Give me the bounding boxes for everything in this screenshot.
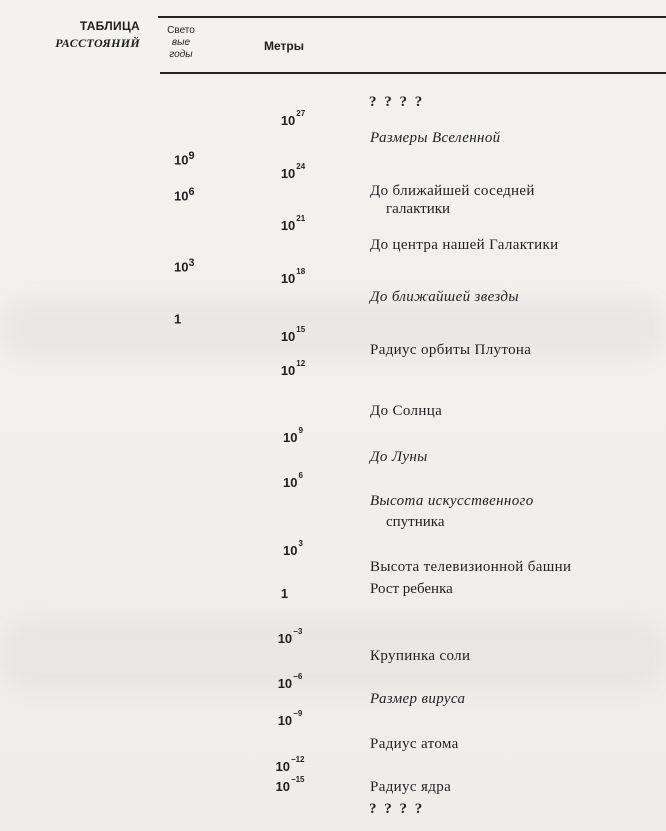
description-atom-radius: Радиус атома xyxy=(370,736,459,752)
light-years-exponent: 6 xyxy=(188,186,195,198)
light-years-value xyxy=(174,256,195,274)
description-child-height: Рост ребенка xyxy=(370,581,453,597)
meters-exponent: −9 xyxy=(293,708,303,718)
meters-exponent: 3 xyxy=(298,538,303,548)
meters-exponent: −15 xyxy=(290,774,305,784)
meters-value xyxy=(262,708,318,728)
meters-exponent: 9 xyxy=(298,425,303,435)
meters-value xyxy=(265,108,321,128)
meters-base: 10 xyxy=(283,475,298,490)
description-universe-size: Размеры Вселенной xyxy=(370,130,501,146)
meters-value xyxy=(265,470,321,490)
meters-exponent: −6 xyxy=(293,671,303,681)
column-header-light-years-line2: вые xyxy=(171,37,191,48)
meters-value xyxy=(265,161,321,181)
meters-base: 10 xyxy=(280,166,296,181)
light-years-exponent: 3 xyxy=(188,257,195,269)
meters-value xyxy=(262,626,318,646)
description-satellite-continuation: спутника xyxy=(386,514,445,530)
meters-base: 10 xyxy=(283,543,298,558)
meters-base: 10 xyxy=(283,430,298,445)
description-nearest-star: До ближайшей звезды xyxy=(370,289,519,305)
meters-base: 10 xyxy=(280,329,296,344)
meters-base: 10 xyxy=(280,271,296,286)
light-years-base: 10 xyxy=(174,188,189,204)
description-moon: До Луны xyxy=(370,449,428,465)
meters-value xyxy=(262,671,318,691)
question-marks-bottom: ? ? ? ? xyxy=(369,801,425,817)
header-top-rule xyxy=(158,16,666,18)
meters-base: 10 xyxy=(275,759,290,774)
meters-base: 10 xyxy=(280,113,296,128)
meters-base: 10 xyxy=(277,713,293,728)
meters-exponent: 6 xyxy=(298,470,303,480)
description-nucleus-radius: Радиус ядра xyxy=(370,779,452,795)
meters-value xyxy=(257,587,313,601)
meters-value xyxy=(262,774,318,794)
light-years-value xyxy=(174,149,195,167)
description-tv-tower: Высота телевизионной башни xyxy=(370,559,572,575)
question-marks-top: ? ? ? ? xyxy=(369,94,425,110)
meters-exponent: 12 xyxy=(296,358,306,368)
column-header-meters: Метры xyxy=(264,39,304,53)
light-years-value xyxy=(174,308,181,326)
scan-smudge xyxy=(0,620,666,690)
column-header-light-years-line3: годы xyxy=(169,49,193,60)
meters-base: 10 xyxy=(277,631,293,646)
table-title xyxy=(30,18,140,52)
meters-exponent: 24 xyxy=(296,161,306,171)
meters-base: 10 xyxy=(280,218,296,233)
meters-exponent: −12 xyxy=(290,754,305,764)
scan-smudge xyxy=(0,298,666,358)
meters-value xyxy=(265,425,321,445)
meters-value xyxy=(265,358,321,378)
meters-base: 10 xyxy=(275,779,290,794)
meters-exponent: −3 xyxy=(293,626,303,636)
description-galaxy-center: До центра нашей Галактики xyxy=(370,237,559,253)
header-bottom-rule xyxy=(160,72,666,74)
meters-value xyxy=(265,213,321,233)
light-years-base: 10 xyxy=(174,152,189,168)
description-satellite-altitude: Высота искусственного xyxy=(370,493,534,509)
description-galaxy-continuation: галактики xyxy=(386,201,451,217)
description-sun: До Солнца xyxy=(370,403,443,419)
table-title-line1: ТАБЛИЦА xyxy=(79,19,140,33)
light-years-value xyxy=(174,185,195,203)
description-virus-size: Размер вируса xyxy=(370,691,466,707)
column-header-light-years xyxy=(160,25,202,61)
light-years-base: 1 xyxy=(174,311,182,327)
meters-value xyxy=(265,266,321,286)
meters-exponent: 27 xyxy=(296,108,306,118)
meters-exponent: 15 xyxy=(296,324,306,334)
light-years-base: 10 xyxy=(174,259,189,275)
meters-exponent: 18 xyxy=(296,266,306,276)
light-years-exponent: 9 xyxy=(188,150,195,162)
description-pluto-orbit: Радиус орбиты Плутона xyxy=(370,342,532,358)
meters-base: 1 xyxy=(280,586,289,601)
meters-value xyxy=(262,754,318,774)
meters-base: 10 xyxy=(277,676,293,691)
column-header-light-years-line1: Свето xyxy=(167,25,195,36)
description-salt-grain: Крупинка соли xyxy=(370,648,471,664)
table-title-line2: РАССТОЯНИЙ xyxy=(55,36,140,50)
meters-value xyxy=(265,538,321,558)
meters-base: 10 xyxy=(280,363,296,378)
description-nearest-galaxy: До ближайшей соседней xyxy=(370,183,535,199)
meters-value xyxy=(265,324,321,344)
meters-exponent: 21 xyxy=(296,213,306,223)
